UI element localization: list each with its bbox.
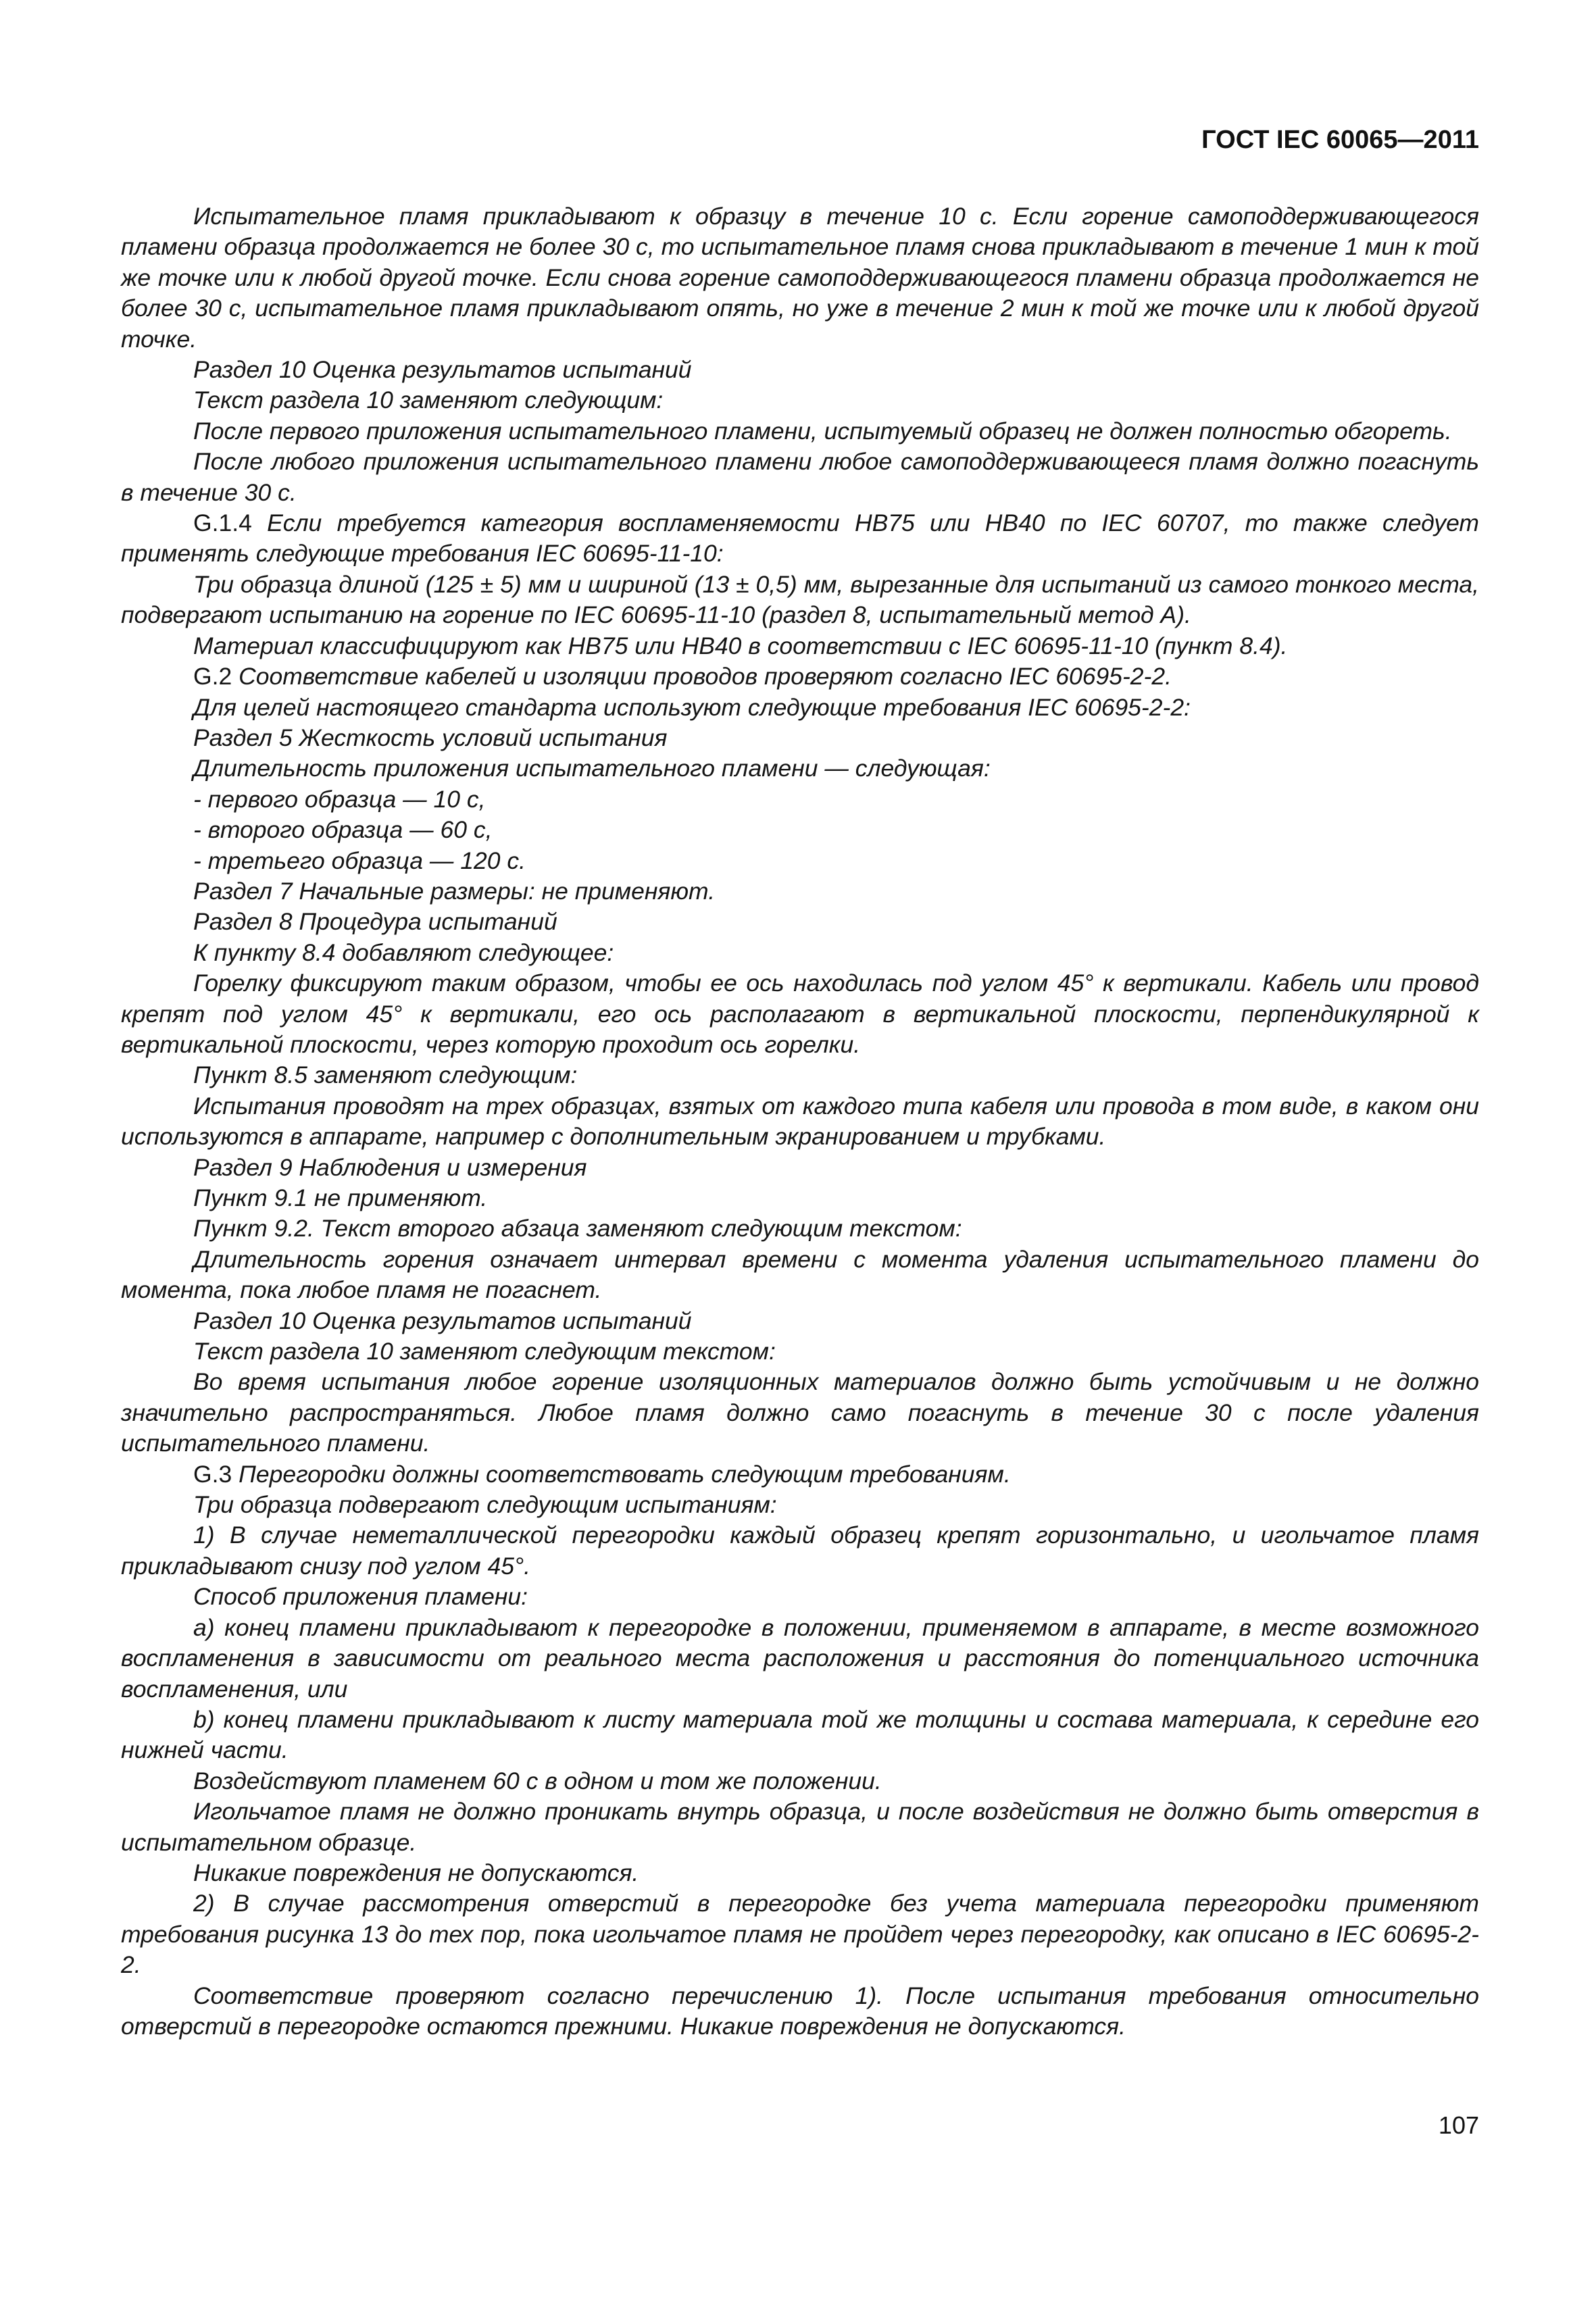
paragraph-text: b) конец пламени прикладывают к листу материала той же толщины и состава материала, к середине его нижней части. <box>121 1705 1479 1764</box>
paragraph-text: Раздел 10 Оценка результатов испытаний <box>193 356 692 384</box>
paragraph <box>121 1060 1479 1090</box>
page-number: 107 <box>1438 2111 1479 2139</box>
paragraph <box>121 876 1479 907</box>
paragraph <box>121 907 1479 937</box>
paragraph <box>121 385 1479 416</box>
paragraph <box>121 1796 1479 1858</box>
paragraph <box>121 1705 1479 1766</box>
paragraph <box>121 661 1479 692</box>
paragraph <box>121 631 1479 661</box>
document-body <box>121 201 1479 2042</box>
paragraph <box>121 1459 1479 1490</box>
paragraph-text: Соответствие кабелей и изоляции проводов проверяют согласно IEC 60695-2-2. <box>239 663 1172 690</box>
paragraph-text: Пункт 9.2. Текст второго абзаца заменяют следующим текстом: <box>193 1215 962 1242</box>
paragraph-text: Если требуется категория воспламеняемости НВ75 или НВ40 по IEC 60707, то также следует применять следующие требования IEC 60695-11-10: <box>121 509 1479 568</box>
paragraph <box>121 846 1479 876</box>
paragraph <box>121 1213 1479 1244</box>
paragraph <box>121 1367 1479 1459</box>
paragraph-text: 2) В случае рассмотрения отверстий в перегородке без учета материала перегородки применяют требования рисунка 13 до тех пор, пока игольчатое пламя не пройдет через перегородку, как описано в IEC 60695-2-2. <box>121 1890 1479 1979</box>
paragraph-text: Пункт 9.1 не применяют. <box>193 1184 488 1211</box>
paragraph <box>121 1244 1479 1306</box>
paragraph <box>121 1183 1479 1213</box>
paragraph-text: К пункту 8.4 добавляют следующее: <box>193 938 614 966</box>
paragraph <box>121 447 1479 508</box>
paragraph <box>121 1981 1479 2042</box>
paragraph <box>121 508 1479 570</box>
clause-number: G.3 <box>193 1460 232 1488</box>
paragraph <box>121 1766 1479 1796</box>
paragraph-text: Испытания проводят на трех образцах, взятых от каждого типа кабеля или провода в том виде, в каком они используются в аппарате, например с дополнительным экранированием и трубками. <box>121 1092 1479 1151</box>
paragraph-text: Для целей настоящего стандарта используют следующие требования IEC 60695-2-2: <box>193 693 1191 721</box>
paragraph-text: Раздел 9 Наблюдения и измерения <box>193 1153 587 1181</box>
paragraph-text: После первого приложения испытательного пламени, испытуемый образец не должен полностью обгореть. <box>193 417 1452 445</box>
paragraph-text: Длительность горения означает интервал времени с момента удаления испытательного пламени до момента, пока любое пламя не погаснет. <box>121 1245 1479 1304</box>
paragraph <box>121 815 1479 845</box>
paragraph <box>121 570 1479 631</box>
paragraph <box>121 1336 1479 1367</box>
paragraph <box>121 201 1479 355</box>
paragraph <box>121 784 1479 815</box>
paragraph-text: 1) В случае неметаллической перегородки каждый образец крепят горизонтально, и игольчатое пламя прикладывают снизу под углом 45°. <box>121 1521 1479 1580</box>
clause-number: G.1.4 <box>193 509 252 537</box>
document-header: ГОСТ IEC 60065—2011 <box>1201 126 1479 154</box>
paragraph <box>121 416 1479 447</box>
paragraph-text: Соответствие проверяют согласно перечислению 1). После испытания требования относительно отверстий в перегородке остаются прежними. Никакие повреждения не допускаются. <box>121 1982 1479 2040</box>
paragraph <box>121 1613 1479 1705</box>
paragraph <box>121 1888 1479 1980</box>
paragraph-text: Три образца подвергают следующим испытаниям: <box>193 1491 777 1519</box>
paragraph <box>121 968 1479 1060</box>
paragraph <box>121 1306 1479 1336</box>
paragraph-text: Никакие повреждения не допускаются. <box>193 1859 639 1886</box>
paragraph-text: - второго образца — 60 с, <box>193 816 493 844</box>
paragraph <box>121 1490 1479 1520</box>
paragraph <box>121 1153 1479 1183</box>
paragraph-text: Способ приложения пламени: <box>193 1583 528 1611</box>
paragraph-text: - первого образца — 10 с, <box>193 785 486 813</box>
paragraph <box>121 723 1479 753</box>
paragraph-text: Раздел 10 Оценка результатов испытаний <box>193 1307 692 1334</box>
paragraph <box>121 753 1479 784</box>
paragraph-text: Испытательное пламя прикладывают к образцу в течение 10 с. Если горение самоподдерживающегося пламени образца продолжается не более 30 с, то испытательное пламя снова прикладывают в течение 1 мин к той же точке или к любой другой точке. Если снова горение самоподдерживающегося пламени образца продолжается не более 30 с, испытательное пламя прикладывают опять, но уже в течение 2 мин к той же точке или к любой другой точке. <box>121 203 1479 353</box>
paragraph-text: Раздел 8 Процедура испытаний <box>193 908 557 936</box>
paragraph-text: Три образца длиной (125 ± 5) мм и шириной (13 ± 0,5) мм, вырезанные для испытаний из самого тонкого места, подвергают испытанию на горение по IEC 60695-11-10 (раздел 8, испытательный метод А). <box>121 570 1479 629</box>
clause-number: G.2 <box>193 663 232 690</box>
paragraph <box>121 1091 1479 1153</box>
paragraph-text: Пункт 8.5 заменяют следующим: <box>193 1061 578 1089</box>
paragraph <box>121 1858 1479 1888</box>
paragraph-text: Раздел 5 Жесткость условий испытания <box>193 724 668 751</box>
paragraph-text: Горелку фиксируют таким образом, чтобы ее ось находилась под углом 45° к вертикали. Кабель или провод крепят под углом 45° к вертикали, его ось располагают в вертикальной плоскости, перпендикулярной к вертикальной плоскости, через которую проходит ось горелки. <box>121 970 1479 1058</box>
paragraph-text: Во время испытания любое горение изоляционных материалов должно быть устойчивым и не должно значительно распространяться. Любое пламя должно само погаснуть в течение 30 с после удаления испытательного пламени. <box>121 1368 1479 1457</box>
paragraph-text: Игольчатое пламя не должно проникать внутрь образца, и после воздействия не должно быть отверстия в испытательном образце. <box>121 1798 1479 1856</box>
paragraph <box>121 355 1479 385</box>
paragraph-text: Воздействуют пламенем 60 с в одном и том же положении. <box>193 1767 882 1794</box>
paragraph-text: Текст раздела 10 заменяют следующим текстом: <box>193 1338 776 1365</box>
paragraph-text: Материал классифицируют как НВ75 или НВ40 в соответствии с IEC 60695-11-10 (пункт 8.4). <box>193 632 1288 659</box>
paragraph <box>121 1520 1479 1582</box>
paragraph-text: После любого приложения испытательного пламени любое самоподдерживающееся пламя должно погаснуть в течение 30 с. <box>121 448 1479 506</box>
paragraph <box>121 1582 1479 1612</box>
paragraph <box>121 938 1479 968</box>
paragraph-text: Текст раздела 10 заменяют следующим: <box>193 386 664 414</box>
paragraph-text: - третьего образца — 120 с. <box>193 847 526 874</box>
paragraph-text: Раздел 7 Начальные размеры: не применяют. <box>193 877 716 905</box>
paragraph-text: Длительность приложения испытательного пламени — следующая: <box>193 755 991 782</box>
paragraph <box>121 693 1479 723</box>
paragraph-text: Перегородки должны соответствовать следующим требованиям. <box>239 1460 1011 1488</box>
paragraph-text: a) конец пламени прикладывают к перегородке в положении, применяемом в аппарате, в месте возможного воспламенения в зависимости от реального места расположения и расстояния до потенциального источника воспламенения, или <box>121 1613 1479 1703</box>
